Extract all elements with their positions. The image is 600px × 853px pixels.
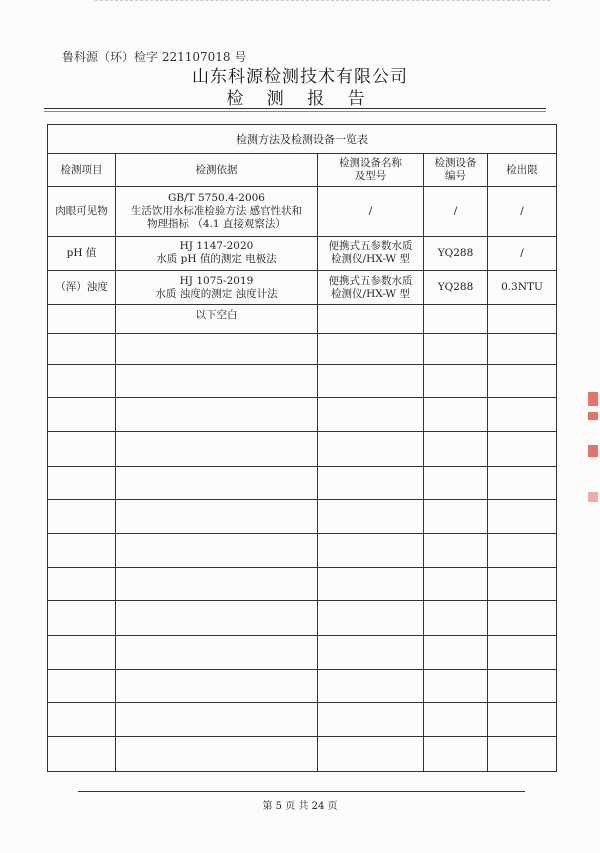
blank-cell [318, 737, 424, 772]
blank-note: 以下空白 [116, 304, 318, 333]
methods-equipment-table [47, 124, 557, 772]
table-row [48, 187, 557, 236]
column-header-equipment-no: 检测设备 编号 [424, 154, 488, 187]
blank-cell [424, 364, 488, 398]
blank-row [48, 636, 557, 670]
cell-equipment: 便携式五参数水质 检测仪/HX-W 型 [318, 271, 424, 305]
blank-cell [488, 364, 557, 398]
blank-cell [488, 601, 557, 636]
blank-cell [318, 636, 424, 670]
column-header-equipment: 检测设备名称 及型号 [318, 154, 424, 187]
blank-cell [116, 669, 318, 703]
blank-cell [318, 398, 424, 432]
cell-equipment-no: / [424, 187, 488, 236]
cell-equipment-no: YQ288 [424, 236, 488, 271]
seal-edge-mark [588, 445, 598, 457]
blank-cell [116, 534, 318, 568]
blank-cell [116, 334, 318, 365]
blank-cell [424, 703, 488, 737]
blank-cell [488, 534, 557, 568]
blank-cell [48, 737, 116, 772]
cell-basis: HJ 1075-2019 水质 浊度的测定 浊度计法 [116, 271, 318, 305]
table-header-row [48, 154, 557, 187]
cell-basis: HJ 1147-2020 水质 pH 值的测定 电极法 [116, 236, 318, 271]
seal-edge-mark [588, 492, 598, 502]
blank-cell [424, 567, 488, 601]
blank-cell [488, 737, 557, 772]
blank-cell [424, 398, 488, 432]
blank-cell [116, 636, 318, 670]
blank-cell [48, 567, 116, 601]
blank-cell [488, 398, 557, 432]
blank-cell [424, 669, 488, 703]
cell-basis: GB/T 5750.4-2006 生活饮用水标准检验方法 感官性状和 物理指标 （4.1 直接观察法） [116, 187, 318, 236]
blank-cell [424, 334, 488, 365]
blank-row [48, 669, 557, 703]
table-row [48, 304, 557, 333]
blank-cell [488, 466, 557, 500]
blank-cell [318, 534, 424, 568]
blank-cell [116, 432, 318, 467]
page-number: 第 5 页 共 24 页 [262, 801, 338, 812]
cell-item: pH 值 [48, 236, 116, 271]
blank-cell [318, 703, 424, 737]
blank-row [48, 567, 557, 601]
blank-cell [48, 334, 116, 365]
blank-cell [318, 567, 424, 601]
blank-row [48, 466, 557, 500]
blank-cell [116, 398, 318, 432]
blank-row [48, 737, 557, 772]
blank-cell [488, 703, 557, 737]
blank-cell [424, 601, 488, 636]
table-caption: 检测方法及检测设备一览表 [48, 125, 557, 154]
blank-row [48, 432, 557, 467]
blank-cell [424, 534, 488, 568]
header-divider-thin [44, 111, 546, 112]
cell-limit [488, 304, 557, 333]
blank-cell [318, 601, 424, 636]
header-divider [44, 108, 546, 109]
cell-equipment: / [318, 187, 424, 236]
blank-row [48, 334, 557, 365]
blank-cell [48, 601, 116, 636]
blank-cell [48, 636, 116, 670]
blank-cell [424, 737, 488, 772]
blank-cell [318, 500, 424, 534]
seal-edge-mark [588, 392, 598, 406]
blank-cell [116, 703, 318, 737]
cell-limit: / [488, 187, 557, 236]
blank-cell [318, 669, 424, 703]
cell-equipment: 便携式五参数水质 检测仪/HX-W 型 [318, 236, 424, 271]
cell-limit: 0.3NTU [488, 271, 557, 305]
blank-cell [424, 500, 488, 534]
cell-item [48, 304, 116, 333]
cell-equipment-no [424, 304, 488, 333]
blank-cell [116, 500, 318, 534]
blank-cell [48, 398, 116, 432]
blank-cell [48, 466, 116, 500]
cell-item: 肉眼可见物 [48, 187, 116, 236]
blank-row [48, 601, 557, 636]
company-name: 山东科源检测技术有限公司 [192, 67, 408, 87]
footer-divider [78, 791, 525, 792]
blank-cell [48, 364, 116, 398]
blank-cell [424, 432, 488, 467]
table-row [48, 271, 557, 305]
blank-cell [488, 334, 557, 365]
blank-cell [318, 432, 424, 467]
blank-row [48, 500, 557, 534]
blank-row [48, 703, 557, 737]
blank-cell [48, 703, 116, 737]
cell-equipment-no: YQ288 [424, 271, 488, 305]
blank-row [48, 398, 557, 432]
blank-cell [488, 567, 557, 601]
blank-cell [48, 432, 116, 467]
table-row [48, 236, 557, 271]
blank-cell [488, 432, 557, 467]
table-caption-row [48, 125, 557, 154]
blank-cell [48, 669, 116, 703]
blank-cell [48, 534, 116, 568]
blank-cell [424, 636, 488, 670]
blank-row [48, 534, 557, 568]
blank-cell [424, 466, 488, 500]
blank-cell [318, 364, 424, 398]
blank-cell [116, 364, 318, 398]
blank-cell [318, 334, 424, 365]
blank-cell [318, 466, 424, 500]
cell-item: （浑）浊度 [48, 271, 116, 305]
cell-equipment [318, 304, 424, 333]
blank-row [48, 364, 557, 398]
cell-limit: / [488, 236, 557, 271]
column-header-item: 检测项目 [48, 154, 116, 187]
blank-cell [116, 737, 318, 772]
blank-cell [116, 601, 318, 636]
blank-cell [116, 466, 318, 500]
blank-cell [488, 669, 557, 703]
report-number: 鲁科源（环）检字 221107018 号 [62, 50, 247, 64]
blank-cell [488, 636, 557, 670]
column-header-limit: 检出限 [488, 154, 557, 187]
blank-cell [48, 500, 116, 534]
blank-cell [116, 567, 318, 601]
column-header-basis: 检测依据 [116, 154, 318, 187]
seal-edge-mark [588, 412, 598, 420]
blank-cell [488, 500, 557, 534]
top-dashed-line [95, 0, 550, 1]
report-title: 检 测 报 告 [226, 89, 374, 109]
